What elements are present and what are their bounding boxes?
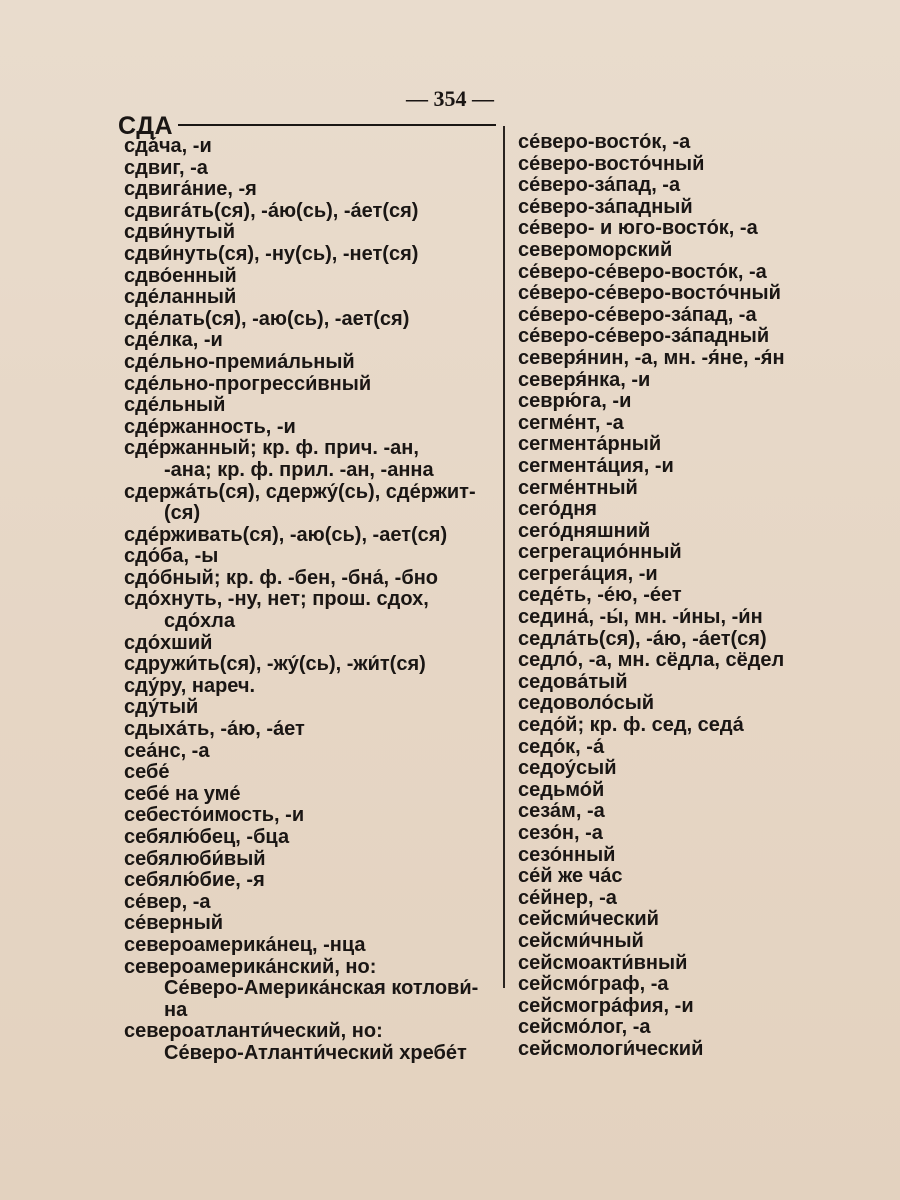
dictionary-entry: североморский (518, 238, 673, 261)
dictionary-entry-continuation: (ся) (164, 502, 201, 525)
dictionary-entry: се́веро- и юго-восто́к, -а (518, 217, 758, 240)
dictionary-entry: сейсми́ческий (518, 908, 659, 931)
dictionary-entry-continuation: на (164, 998, 188, 1021)
dictionary-entry: сдружи́ть(ся), -жу́(сь), -жи́т(ся) (124, 653, 426, 676)
dictionary-entry: сезо́нный (518, 843, 616, 866)
dictionary-entry: седина́, -ы́, мн. -и́ны, -и́н (518, 606, 763, 629)
dictionary-entry: се́веро-се́веро-восто́к, -а (518, 260, 767, 283)
dictionary-entry: сде́ланный (124, 286, 237, 309)
dictionary-entry: северя́нин, -а, мн. -я́не, -я́н (518, 346, 785, 369)
page-number: — 354 — (406, 86, 494, 111)
dictionary-entry: сеза́м, -а (518, 800, 605, 823)
dictionary-entry: сезо́н, -а (518, 822, 603, 844)
dictionary-entry: сейсмоакти́вный (518, 951, 688, 974)
dictionary-entry: североамерика́нский, но: (124, 955, 377, 978)
dictionary-entry: сдвига́ть(ся), -а́ю(сь), -а́ет(ся) (124, 199, 419, 222)
dictionary-entry: се́веро-се́веро-за́падный (518, 325, 770, 348)
dictionary-entry: седоу́сый (518, 757, 617, 780)
right-column (518, 132, 898, 1061)
dictionary-entry: се́веро-за́падный (518, 195, 693, 218)
dictionary-entry: сейсмо́граф, -а (518, 973, 669, 996)
dictionary-entry: сде́лка, -и (124, 329, 223, 352)
dictionary-entry: сдо́ба, -ы (124, 545, 219, 568)
dictionary-entry: североамерика́нец, -нца (124, 933, 366, 956)
dictionary-entry: сдыха́ть, -а́ю, -а́ет (124, 718, 305, 741)
dictionary-entry: себе́ (124, 761, 170, 784)
dictionary-entry: сегмента́ция, -и (518, 454, 674, 477)
dictionary-entry: сде́льный (124, 394, 226, 417)
dictionary-entry: сде́ржанный; кр. ф. прич. -ан, (124, 437, 419, 460)
dictionary-entry: себялюби́вый (124, 847, 266, 870)
dictionary-entry: сегме́нтный (518, 476, 638, 499)
dictionary-entry: сего́дня (518, 498, 597, 521)
dictionary-entry: сдо́хнуть, -ну, нет; прош. сдох, (124, 588, 429, 611)
dictionary-entry: седо́й; кр. ф. сед, седа́ (518, 714, 744, 737)
dictionary-entry-continuation: сдо́хла (164, 610, 235, 633)
dictionary-entry: се́веро-за́пад, -а (518, 174, 681, 197)
dictionary-entry: сдвиг, -а (124, 156, 208, 179)
dictionary-entry: сда́ча, -и (124, 135, 212, 157)
dictionary-entry: се́йнер, -а (518, 886, 617, 909)
dictionary-entry: сде́рживать(ся), -аю(сь), -ает(ся) (124, 523, 448, 546)
dictionary-entry: седла́ть(ся), -а́ю, -а́ет(ся) (518, 627, 767, 650)
dictionary-entry: сегмента́рный (518, 433, 662, 456)
dictionary-entry: себесто́имость, -и (124, 804, 305, 827)
dictionary-entry: се́вер, -а (124, 890, 211, 913)
dictionary-entry: седьмо́й (518, 778, 605, 801)
dictionary-entry: сдвига́ние, -я (124, 178, 257, 201)
dictionary-entry: сейсмологи́ческий (518, 1037, 704, 1060)
dictionary-entry: седло́, -а, мн. сёдла, сёдел (518, 649, 785, 672)
dictionary-entry: сейсми́чный (518, 929, 644, 952)
dictionary-entry: себялю́бец, -бца (124, 826, 290, 848)
dictionary-entry: седоволо́сый (518, 692, 655, 715)
dictionary-entry: севрю́га, -и (518, 390, 632, 413)
dictionary-entry: северя́нка, -и (518, 368, 651, 391)
dictionary-entry: сде́льно-прогресси́вный (124, 372, 372, 395)
dictionary-entry: сде́ржанность, -и (124, 415, 296, 438)
dictionary-entry: сду́ру, нареч. (124, 674, 256, 697)
dictionary-entry: сегрега́ция, -и (518, 562, 658, 585)
dictionary-entry: се́веро-восто́к, -а (518, 131, 691, 153)
dictionary-entry: сего́дняшний (518, 519, 651, 542)
dictionary-entry: сегме́нт, -а (518, 411, 624, 434)
dictionary-entry: седо́к, -а́ (518, 735, 605, 758)
dictionary-entry: сдви́нуть(ся), -ну(сь), -нет(ся) (124, 242, 419, 265)
dictionary-entry: се́верный (124, 912, 224, 935)
header-rule (178, 124, 496, 126)
dictionary-subentry: Се́веро-Атланти́ческий хребе́т (164, 1041, 467, 1064)
dictionary-entry: сдержа́ть(ся), сдержу́(сь), сде́ржит- (124, 480, 476, 503)
dictionary-entry: сдо́хший (124, 631, 213, 654)
dictionary-subentry: Се́веро-Америка́нская котлови́- (164, 977, 479, 1000)
dictionary-entry: себялю́бие, -я (124, 869, 265, 892)
dictionary-entry: сдво́енный (124, 264, 237, 287)
left-column (124, 136, 500, 1065)
dictionary-entry: сдви́нутый (124, 221, 236, 244)
dictionary-entry: се́веро-восто́чный (518, 152, 705, 175)
dictionary-entry: седе́ть, -е́ю, -е́ет (518, 584, 682, 607)
dictionary-entry: се́й же ча́с (518, 865, 623, 888)
dictionary-entry: се́веро-се́веро-восто́чный (518, 282, 781, 305)
dictionary-entry: седова́тый (518, 670, 628, 693)
dictionary-entry-continuation: -ана; кр. ф. прил. -ан, -анна (164, 458, 434, 481)
dictionary-entry: сде́лать(ся), -аю(сь), -ает(ся) (124, 307, 410, 330)
dictionary-entry: сеа́нс, -а (124, 739, 210, 762)
section-header: СДА (118, 112, 174, 140)
dictionary-entry: североатланти́ческий, но: (124, 1020, 383, 1043)
dictionary-entry: сду́тый (124, 696, 199, 719)
dictionary-entry: сейсмо́лог, -а (518, 1016, 651, 1039)
dictionary-entry: се́веро-се́веро-за́пад, -а (518, 303, 757, 326)
dictionary-entry: сегрегацио́нный (518, 541, 682, 564)
dictionary-entry: сдо́бный; кр. ф. -бен, -бна́, -бно (124, 566, 438, 589)
dictionary-entry: себе́ на уме́ (124, 782, 241, 805)
dictionary-entry: сейсмогра́фия, -и (518, 994, 694, 1017)
column-divider (503, 126, 505, 988)
dictionary-entry: сде́льно-премиа́льный (124, 350, 355, 373)
